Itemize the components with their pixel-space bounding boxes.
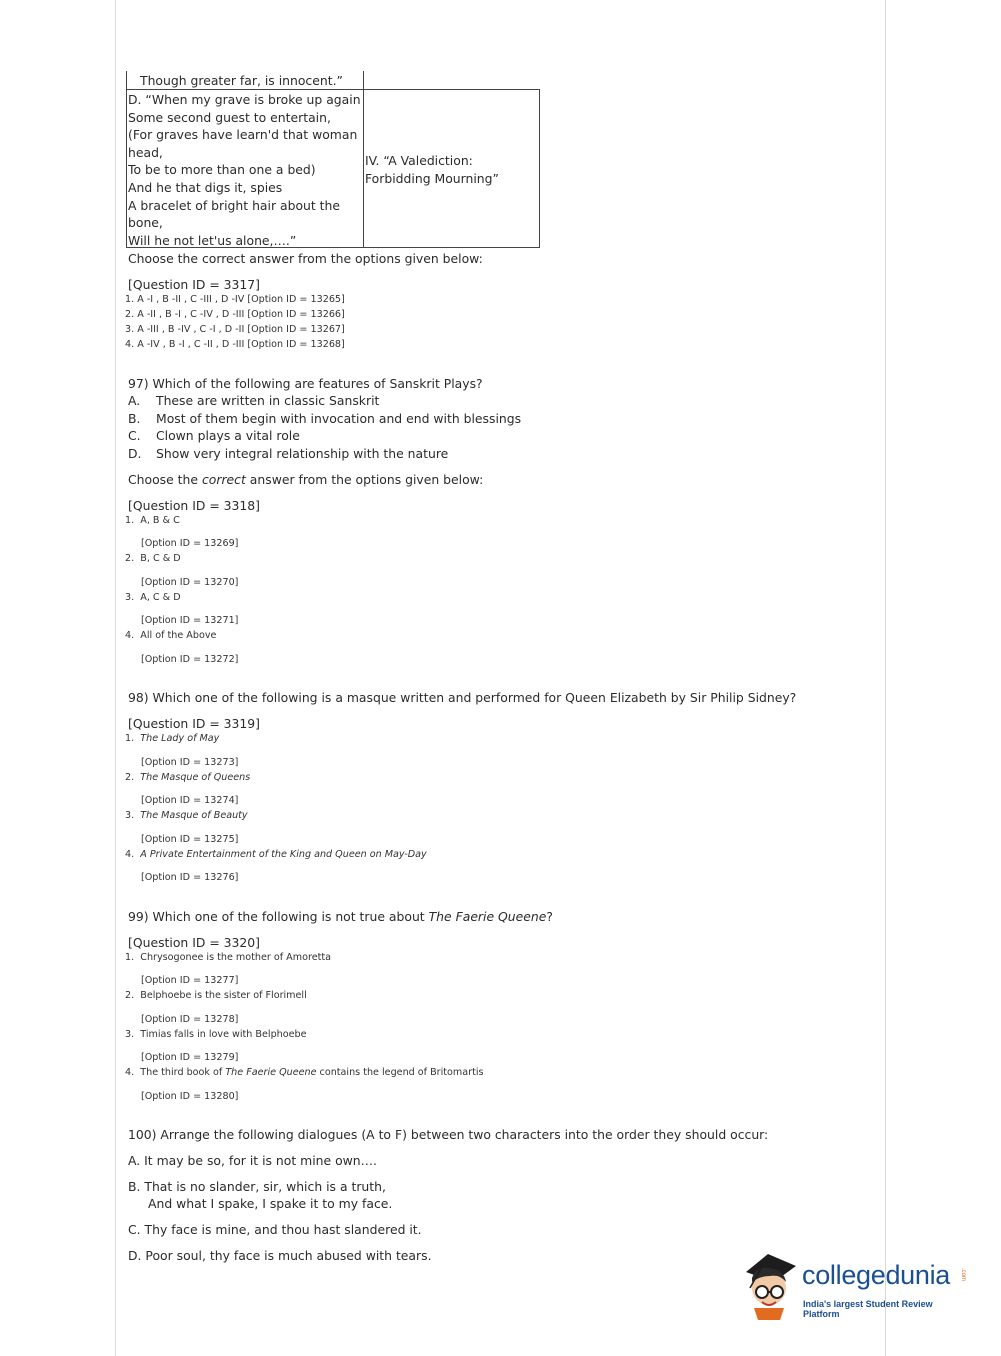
item-letter: B. — [128, 411, 141, 426]
option-text: Belphoebe is the sister of Florimell — [140, 990, 307, 1001]
text: Choose the — [128, 472, 202, 487]
item-letter: C. — [128, 428, 141, 443]
q99-option — [125, 1029, 307, 1040]
q96-question-id: [Question ID = 3317] — [128, 277, 261, 292]
option-text: The Masque of Beauty — [140, 810, 248, 821]
table-top-cell: Though greater far, is innocent.” — [140, 73, 343, 88]
option-text: Chrysogonee is the mother of Amoretta — [140, 952, 332, 963]
option-num: 3. — [125, 592, 135, 603]
q100-line: D. Poor soul, thy face is much abused with tears. — [128, 1248, 432, 1263]
q96-option: 3. A -III , B -IV , C -I , D -II [Option ID = 13267] — [125, 324, 345, 335]
q97-item — [128, 411, 522, 426]
option-id: [Option ID = 13278] — [141, 1014, 239, 1025]
q97-question-id: [Question ID = 3318] — [128, 498, 261, 513]
option-id: [Option ID = 13273] — [141, 757, 239, 768]
q97-item — [128, 446, 449, 461]
q98-option — [125, 733, 219, 744]
option-text-em: The Faerie Queene — [225, 1067, 317, 1078]
left-margin-line — [115, 0, 116, 1356]
option-text: B, C & D — [140, 553, 181, 564]
option-id: [Option ID = 13276] — [141, 872, 239, 883]
option-id: [Option ID = 13279] — [141, 1052, 239, 1063]
item-letter: D. — [128, 446, 142, 461]
right-margin-line — [885, 0, 886, 1356]
poem-line: D. “When my grave is broke up again — [128, 92, 361, 107]
option-text: A, B & C — [140, 515, 180, 526]
text: ? — [546, 909, 553, 924]
table-poem-cell — [128, 91, 361, 249]
q99-option — [125, 1067, 484, 1078]
poem-line: To be to more than one a bed) — [128, 162, 316, 178]
option-num: 1. — [125, 515, 135, 526]
option-text: The third book of — [140, 1067, 226, 1078]
option-id: [Option ID = 13274] — [141, 795, 239, 806]
poem-line: Some second guest to entertain, — [128, 109, 331, 125]
option-text: contains the legend of Britomartis — [316, 1067, 484, 1078]
q97-item — [128, 428, 300, 443]
option-num: 2. — [125, 553, 135, 564]
option-text: The Lady of May — [140, 733, 220, 744]
poem-line: head, — [128, 144, 163, 160]
option-id: [Option ID = 13270] — [141, 577, 239, 588]
option-num: 4. — [125, 630, 135, 641]
poem-line: bone, — [128, 215, 163, 231]
text: answer from the options given below: — [245, 472, 484, 487]
q100-question: 100) Arrange the following dialogues (A to F) between two characters into the order they should occur: — [128, 1127, 769, 1142]
q96-instruction: Choose the correct answer from the options given below: — [128, 251, 483, 266]
option-text: A Private Entertainment of the King and Queen on May-Day — [140, 849, 427, 860]
option-num: 2. — [125, 772, 135, 783]
logo-tagline: India's largest Student Review Platform — [803, 1299, 933, 1319]
option-num: 4. — [125, 1067, 135, 1078]
option-text: Timias falls in love with Belphoebe — [140, 1029, 307, 1040]
poem-line: A bracelet of bright hair about the — [128, 197, 341, 213]
logo-com: .com — [960, 1268, 966, 1282]
option-num: 3. — [125, 810, 135, 821]
option-id: [Option ID = 13277] — [141, 975, 239, 986]
option-text: All of the Above — [140, 630, 217, 641]
right-line: IV. “A Valediction: — [365, 153, 473, 168]
text-em: correct — [201, 472, 246, 487]
collegedunia-logo[interactable] — [740, 1248, 970, 1320]
option-num: 3. — [125, 1029, 135, 1040]
q96-option: 1. A -I , B -II , C -III , D -IV [Option ID = 13265] — [125, 294, 345, 305]
q97-option — [125, 592, 181, 603]
option-num: 1. — [125, 952, 135, 963]
q97-option — [125, 553, 181, 564]
q99-question-id: [Question ID = 3320] — [128, 935, 261, 950]
poem-line: (For graves have learn'd that woman — [128, 127, 358, 143]
item-text: Most of them begin with invocation and end with blessings — [156, 411, 522, 426]
option-id: [Option ID = 13272] — [141, 654, 239, 665]
q100-line: A. It may be so, for it is not mine own…. — [128, 1153, 377, 1168]
option-num: 2. — [125, 990, 135, 1001]
q98-option — [125, 772, 250, 783]
q98-question-id: [Question ID = 3319] — [128, 716, 261, 731]
poem-line: And he that digs it, spies — [128, 179, 283, 195]
matching-table — [126, 71, 540, 248]
q97-question: 97) Which of the following are features of Sanskrit Plays? — [128, 376, 483, 391]
q100-line: C. Thy face is mine, and thou hast slandered it. — [128, 1222, 422, 1237]
option-text: The Masque of Queens — [140, 772, 251, 783]
option-id: [Option ID = 13275] — [141, 834, 239, 845]
q97-option — [125, 515, 180, 526]
q97-option — [125, 630, 216, 641]
option-text: A, C & D — [140, 592, 181, 603]
option-id: [Option ID = 13269] — [141, 538, 239, 549]
item-text: Clown plays a vital role — [156, 428, 300, 443]
item-text: Show very integral relationship with the nature — [156, 446, 449, 461]
item-text: These are written in classic Sanskrit — [156, 393, 380, 408]
q99-option — [125, 990, 307, 1001]
text: 99) Which one of the following is not true about — [128, 909, 429, 924]
q96-option: 4. A -IV , B -I , C -II , D -III [Option ID = 13268] — [125, 339, 345, 350]
logo-wordmark: collegedunia — [802, 1260, 951, 1290]
q98-question: 98) Which one of the following is a masque written and performed for Queen Elizabeth by Sir Philip Sidney? — [128, 690, 797, 705]
q100-line: B. That is no slander, sir, which is a truth, — [128, 1179, 386, 1194]
option-num: 4. — [125, 849, 135, 860]
q98-option — [125, 849, 427, 860]
table-right-cell — [365, 152, 499, 187]
option-id: [Option ID = 13280] — [141, 1091, 239, 1102]
poem-line: Will he not let'us alone,….” — [128, 232, 297, 248]
mascot-icon — [740, 1248, 802, 1320]
right-line: Forbidding Mourning” — [365, 170, 499, 186]
q99-option — [125, 952, 331, 963]
q99-question — [128, 909, 553, 924]
option-num: 1. — [125, 733, 135, 744]
item-letter: A. — [128, 393, 141, 408]
q96-option: 2. A -II , B -I , C -IV , D -III [Option ID = 13266] — [125, 309, 345, 320]
q97-instruction — [128, 472, 483, 487]
q100-line: And what I spake, I spake it to my face. — [148, 1196, 393, 1211]
q98-option — [125, 810, 248, 821]
option-id: [Option ID = 13271] — [141, 615, 239, 626]
q97-item — [128, 393, 380, 408]
text-em: The Faerie Queene — [428, 909, 547, 924]
